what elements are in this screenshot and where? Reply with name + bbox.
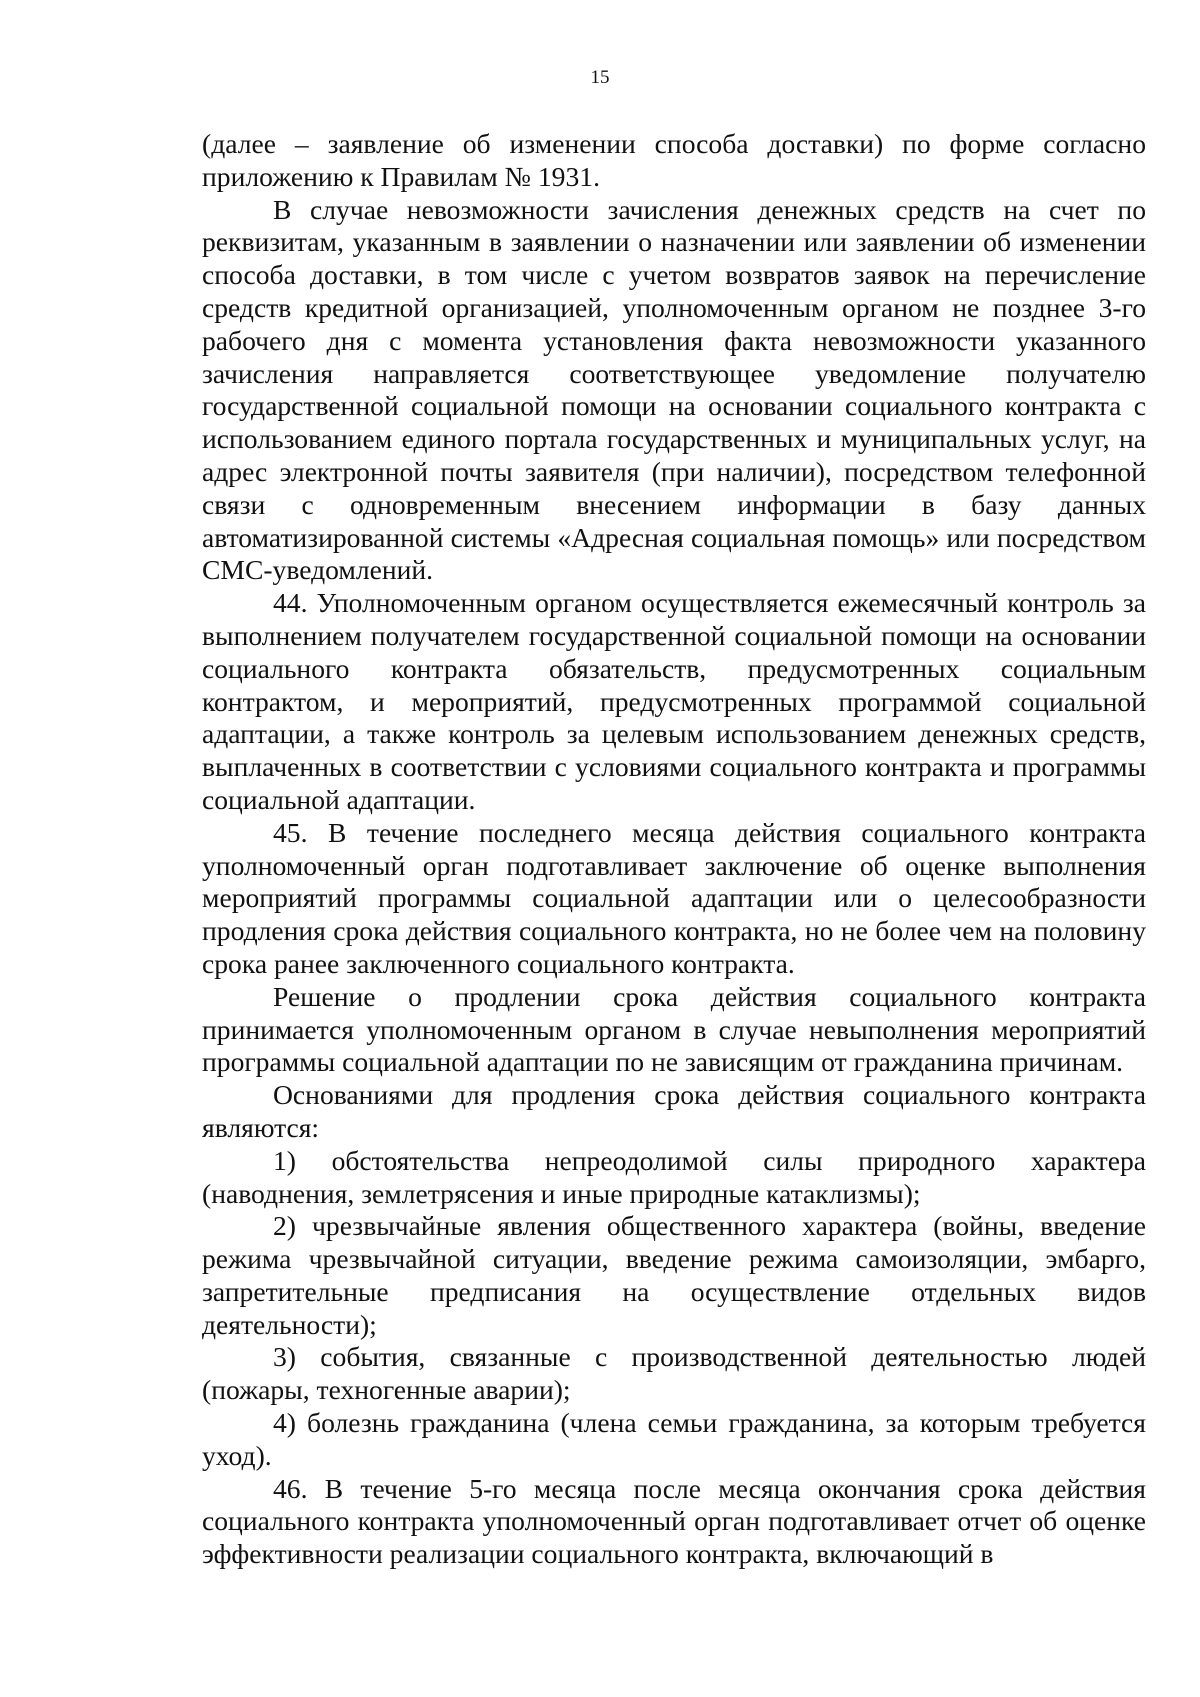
list-item-4: 4) болезнь гражданина (члена семьи гражданина, за которым требуется уход). bbox=[202, 1407, 1146, 1471]
list-item-1: 1) обстоятельства непреодолимой силы природного характера (наводнения, землетрясения и иные природные катаклизмы); bbox=[202, 1144, 1146, 1209]
paragraph-extension-grounds: Основаниями для продления срока действия социального контракта являются: bbox=[202, 1079, 1146, 1143]
page-number: 15 bbox=[590, 67, 610, 88]
paragraph-undeliverable-funds: В случае невозможности зачисления денежных средств на счет по реквизитам, указанным в заявлении о назначении или заявлении об изменении способа доставки, в том числе с учетом возвратов заявок на перечисление средств кредитной организацией, уполномоченным органом не позднее 3-го рабочего дня с момента установления факта невозможности указанного зачисления направляется соответствующее уведомление получателю государственной социальной помощи на основании социального контракта с использованием единого портала государственных и муниципальных услуг, на адрес электронной почты заявителя (при наличии), посредством телефонной связи с одновременным внесением информации в базу данных автоматизированной системы «Адресная социальная помощь» или посредством СМС-уведомлений. bbox=[202, 193, 1146, 586]
list-item-2: 2) чрезвычайные явления общественного характера (войны, введение режима чрезвычайной ситуации, введение режима самоизоляции, эмбарго, запретительные предписания на осуществление отдельных видов деятельности); bbox=[202, 1210, 1146, 1340]
paragraph-continuation: (далее – заявление об изменении способа доставки) по форме согласно приложению к Правилам № 1931. bbox=[202, 128, 1146, 192]
paragraph-44: 44. Уполномоченным органом осуществляется ежемесячный контроль за выполнением получателем государственной социальной помощи на основании социального контракта обязательств, предусмотренных социальным контрактом, и мероприятий, предусмотренных программой социальной адаптации, а также контроль за целевым использованием денежных средств, выплаченных в соответствии с условиями социального контракта и программы социальной адаптации. bbox=[202, 587, 1146, 815]
paragraph-extension-decision: Решение о продлении срока действия социального контракта принимается уполномоченным органом в случае невыполнения мероприятий программы социальной адаптации по не зависящим от гражданина причинам. bbox=[202, 980, 1146, 1078]
paragraph-46: 46. В течение 5-го месяца после месяца окончания срока действия социального контракта уполномоченный орган подготавливает отчет об оценке эффективности реализации социального контракта, включающий в bbox=[202, 1472, 1146, 1570]
paragraph-45: 45. В течение последнего месяца действия социального контракта уполномоченный орган подготавливает заключение об оценке выполнения мероприятий программы социальной адаптации или о целесообразности продления срока действия социального контракта, но не более чем на половину срока ранее заключенного социального контракта. bbox=[202, 816, 1146, 979]
list-item-3: 3) события, связанные с производственной деятельностью людей (пожары, техногенные аварии); bbox=[202, 1341, 1146, 1406]
document-body bbox=[202, 128, 1146, 1571]
